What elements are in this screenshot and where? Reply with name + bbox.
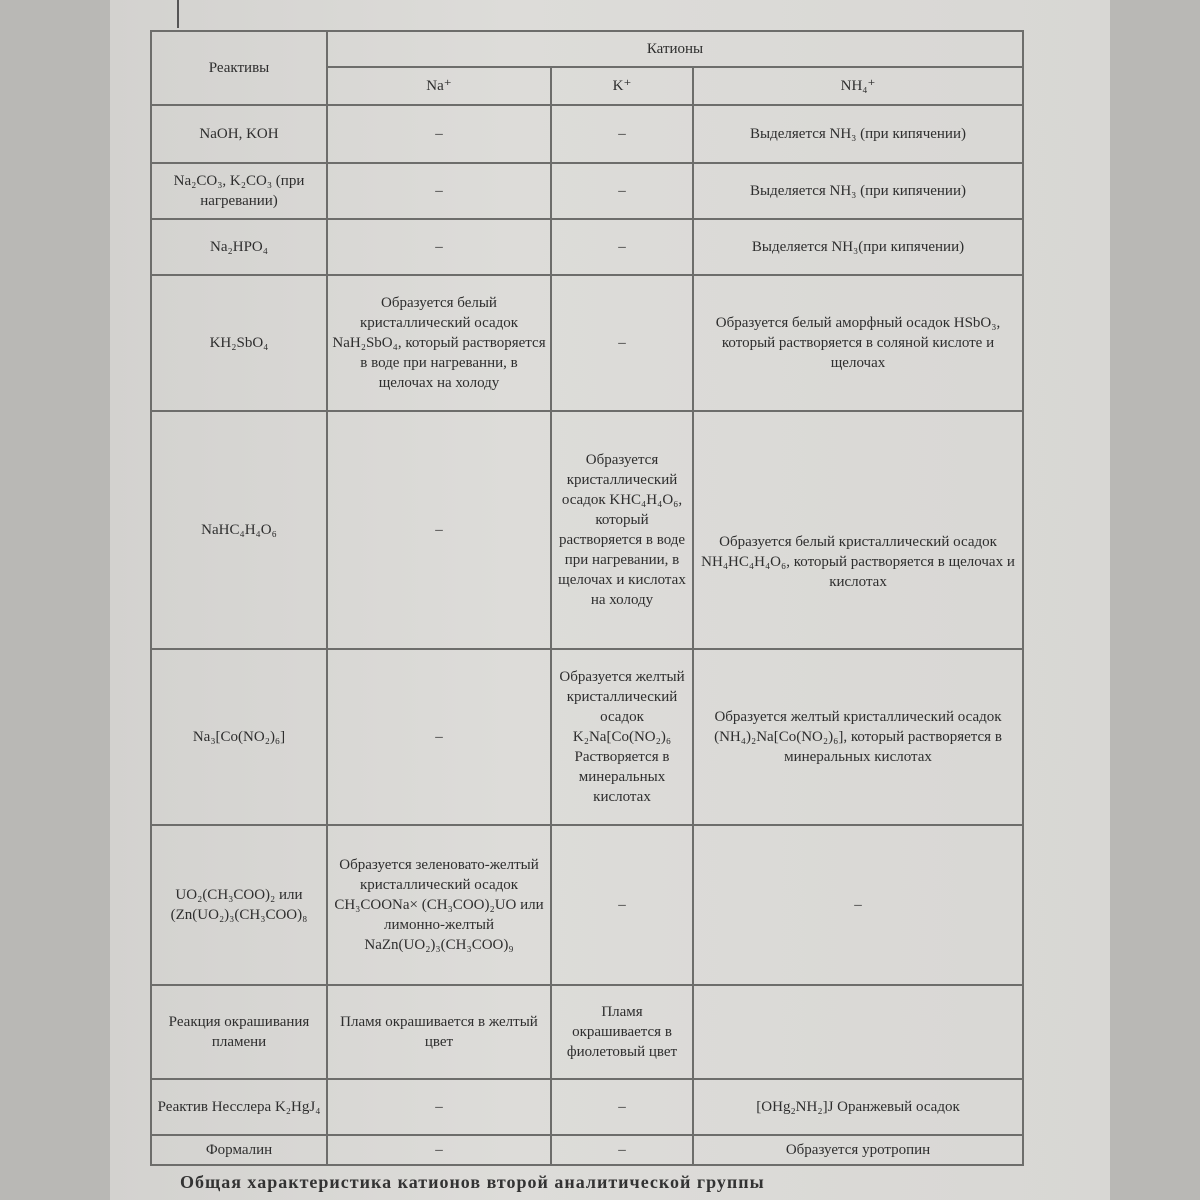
reagent-cell: Na₂CO₃, K₂CO₃ (при нагревании) <box>151 163 327 219</box>
nh4-cell: Выделяется NH₃ (при кипячении) <box>693 105 1023 163</box>
table-row <box>151 275 1023 411</box>
header-cations: Катионы <box>327 31 1023 67</box>
k-cell: – <box>551 1079 693 1135</box>
reagent-cell: Na₃[Co(NO₂)₆] <box>151 649 327 825</box>
k-cell: Образуется кристаллический осадок KHC₄H₄O₆, который растворяется в воде при нагревании, в щелочах и кислотах на холоду <box>551 411 693 649</box>
header-nh4: NH₄⁺ <box>693 67 1023 105</box>
na-cell: – <box>327 105 551 163</box>
k-cell: – <box>551 219 693 275</box>
nh4-cell: [OHg₂NH₂]J Оранжевый осадок <box>693 1079 1023 1135</box>
header-k: K⁺ <box>551 67 693 105</box>
reagent-cell: Реакция окрашивания пламени <box>151 985 327 1079</box>
nh4-cell: – <box>693 825 1023 985</box>
table-row <box>151 411 1023 649</box>
reagent-cell: Реактив Несслера K₂HgJ₄ <box>151 1079 327 1135</box>
na-cell: – <box>327 1135 551 1165</box>
nh4-cell: Образуется белый кристаллический осадок NH₄HC₄H₄O₆, который растворяется в щелочах и кислотах <box>693 411 1023 649</box>
reagent-cell: UO₂(CH₃COO)₂ или (Zn(UO₂)₃(CH₃COO)₈ <box>151 825 327 985</box>
header-row-top <box>151 31 1023 67</box>
k-cell: – <box>551 105 693 163</box>
reagent-cell: Формалин <box>151 1135 327 1165</box>
nh4-cell: Образуется белый аморфный осадок HSbO₃, который растворяется в соляной кислоте и щелочах <box>693 275 1023 411</box>
table-row <box>151 105 1023 163</box>
na-cell: – <box>327 649 551 825</box>
reagent-cell: KH₂SbO₄ <box>151 275 327 411</box>
table-row <box>151 219 1023 275</box>
table-row <box>151 1079 1023 1135</box>
na-cell: – <box>327 1079 551 1135</box>
k-cell: – <box>551 825 693 985</box>
reagent-cell: Na₂HPO₄ <box>151 219 327 275</box>
na-cell: Пламя окрашивается в желтый цвет <box>327 985 551 1079</box>
na-cell: – <box>327 411 551 649</box>
header-reagents: Реактивы <box>151 31 327 105</box>
na-cell: – <box>327 219 551 275</box>
cation-reactions-table <box>150 30 1024 1166</box>
nh4-cell: Образуется уротропин <box>693 1135 1023 1165</box>
margin-line <box>177 0 179 28</box>
k-cell: Образуется желтый кристаллический осадок K₂Na[Co(NO₂)₆ Растворяется в минеральных кислотах <box>551 649 693 825</box>
table-row <box>151 649 1023 825</box>
nh4-cell: Образуется желтый кристаллический осадок (NH₄)₂Na[Co(NO₂)₆], который растворяется в минеральных кислотах <box>693 649 1023 825</box>
na-cell: – <box>327 163 551 219</box>
k-cell: Пламя окрашивается в фиолетовый цвет <box>551 985 693 1079</box>
reagent-cell: NaOH, KOH <box>151 105 327 163</box>
table-caption: Общая характеристика катионов второй аналитической группы <box>180 1172 765 1192</box>
k-cell: – <box>551 163 693 219</box>
nh4-cell: Выделяется NH₃(при кипячении) <box>693 219 1023 275</box>
table-row <box>151 1135 1023 1165</box>
header-na: Na⁺ <box>327 67 551 105</box>
k-cell: – <box>551 275 693 411</box>
k-cell: – <box>551 1135 693 1165</box>
table-row <box>151 163 1023 219</box>
na-cell: Образуется белый кристаллический осадок NaH₂SbO₄, который растворяется в воде при нагреванни, в щелочах на холоду <box>327 275 551 411</box>
reagent-cell: NaHC₄H₄O₆ <box>151 411 327 649</box>
na-cell: Образуется зеленовато-желтый кристаллический осадок CH₃COONa× (CH₃COO)₂UO или лимонно-желтый NaZn(UO₂)₃(CH₃COO)₉ <box>327 825 551 985</box>
table-row <box>151 985 1023 1079</box>
table-row <box>151 825 1023 985</box>
nh4-cell <box>693 985 1023 1079</box>
nh4-cell: Выделяется NH₃ (при кипячении) <box>693 163 1023 219</box>
